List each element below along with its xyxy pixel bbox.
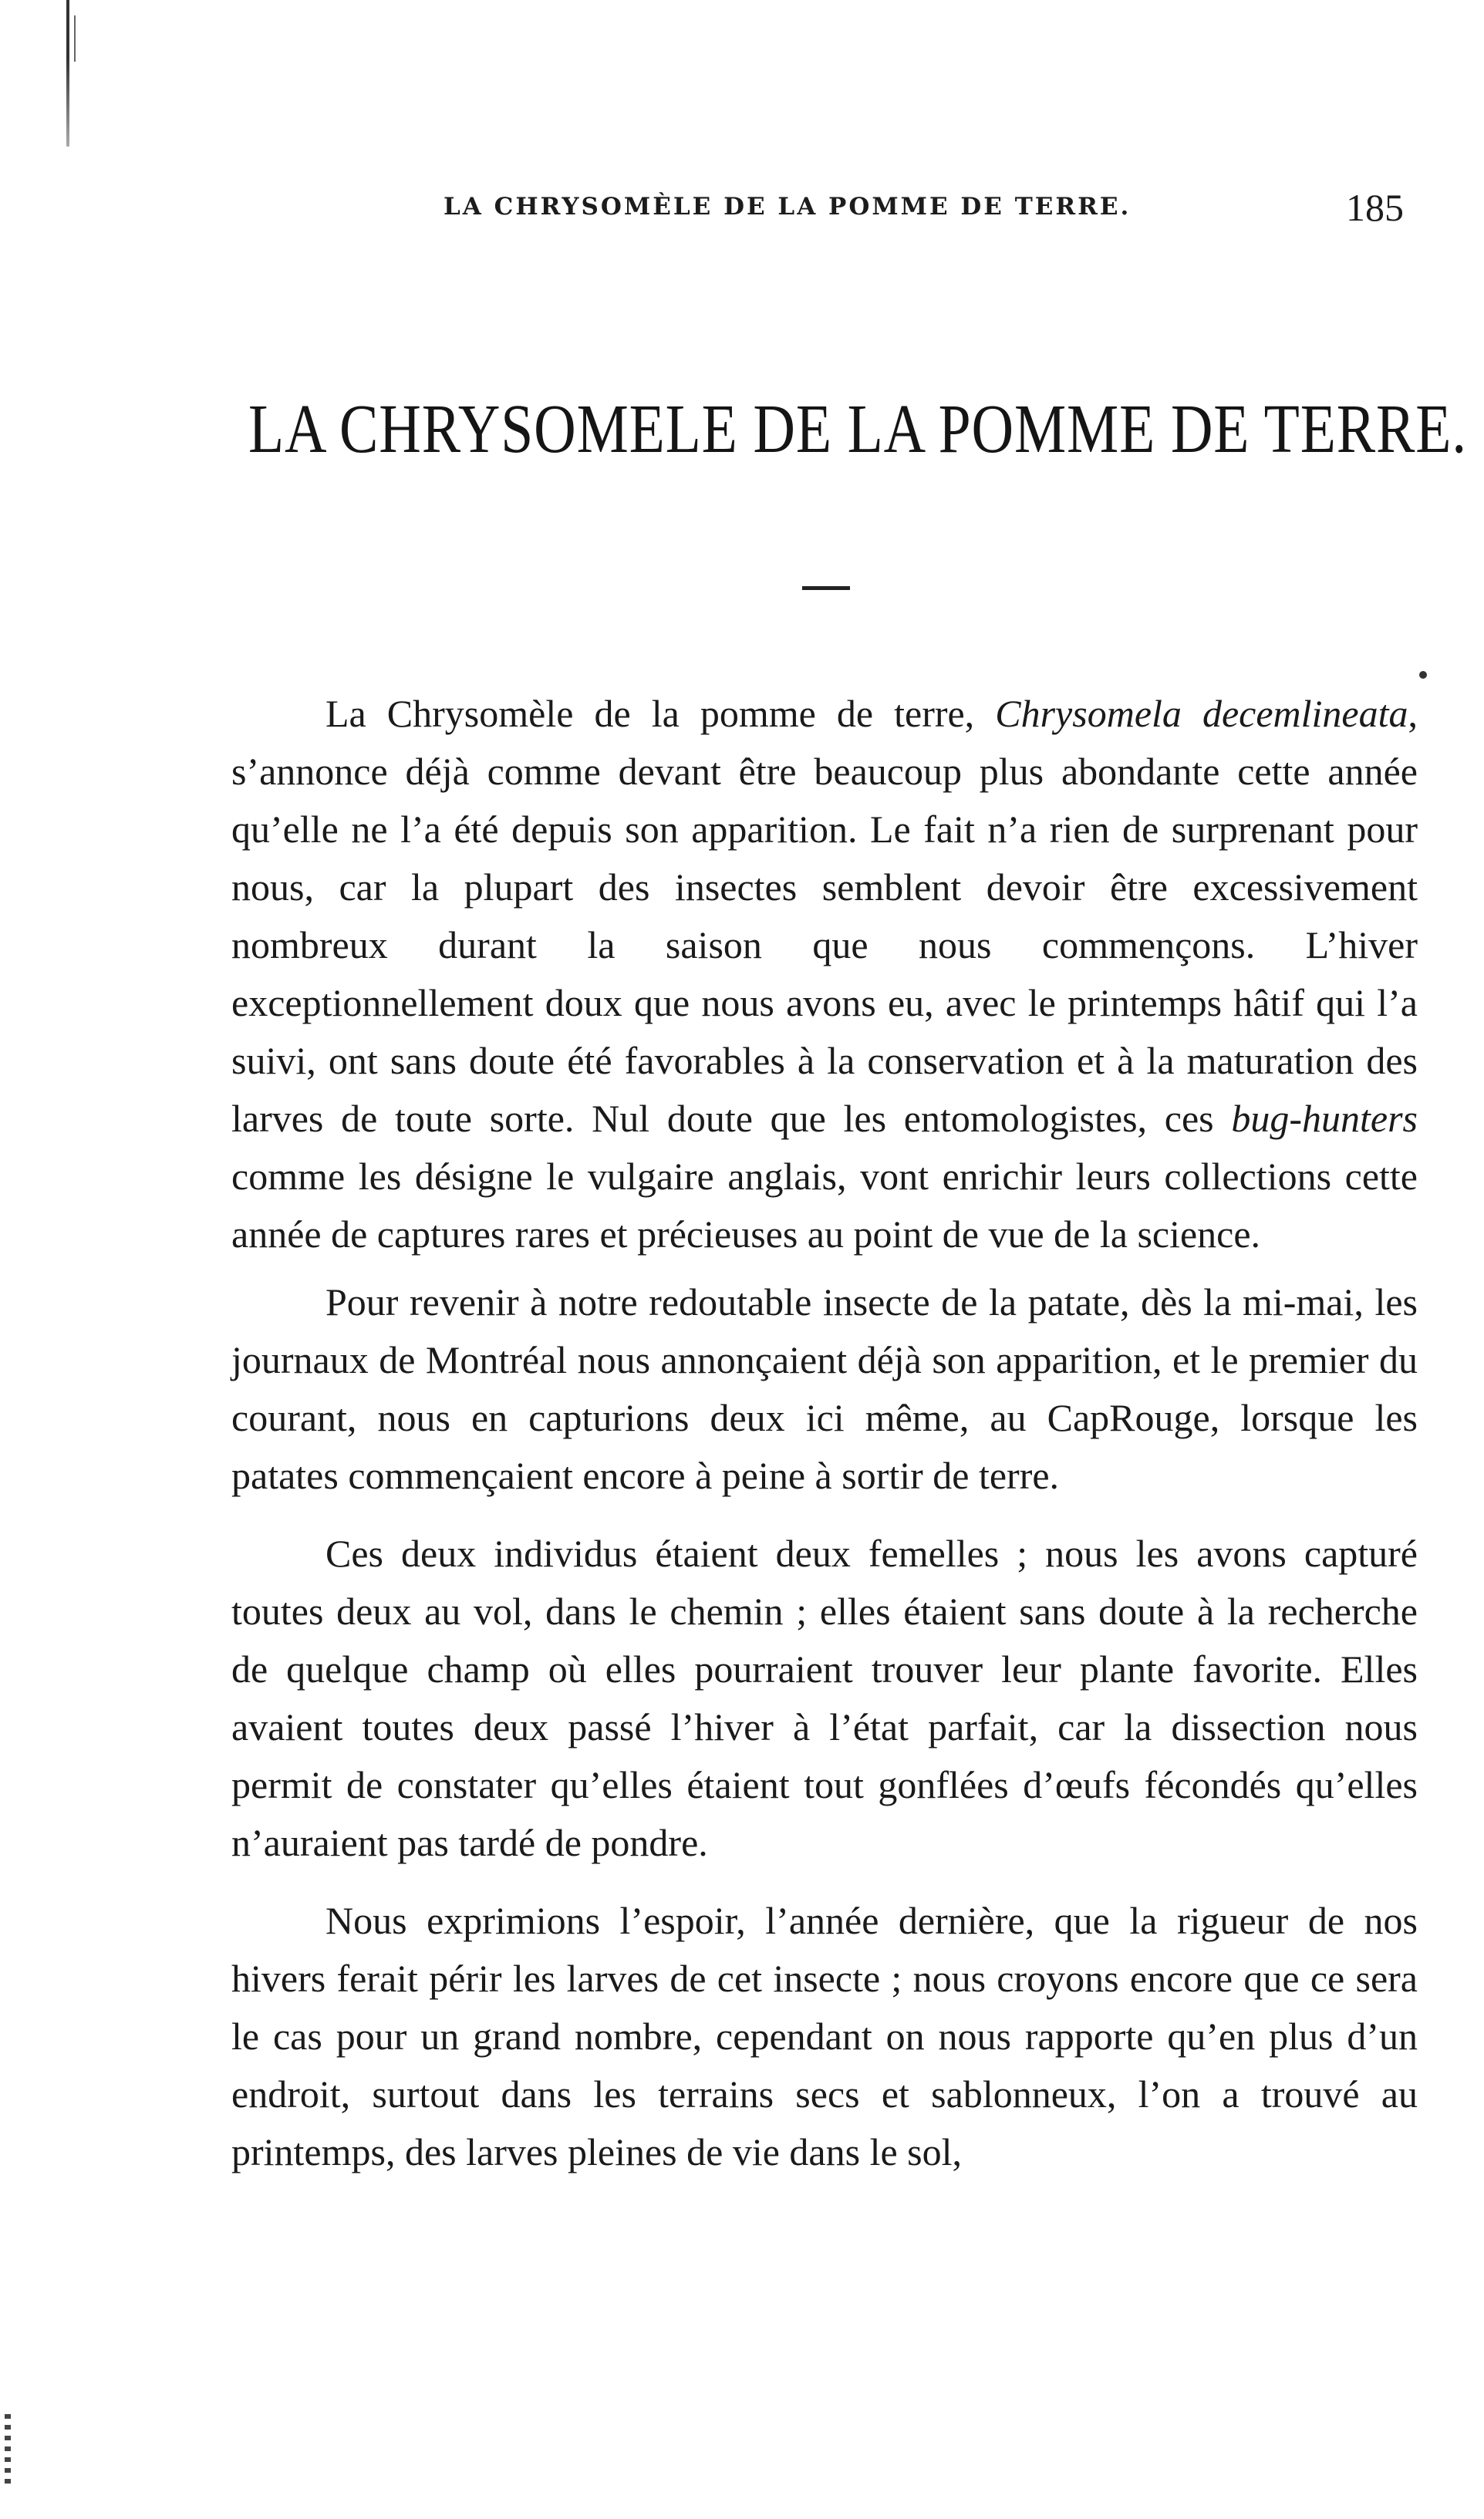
ink-speck — [1419, 671, 1427, 679]
scan-edge-mark — [5, 2414, 11, 2484]
paragraph — [231, 1892, 1418, 2181]
scan-edge-mark — [74, 15, 76, 62]
text-run-italic: Chrysomela decemlineata — [995, 692, 1408, 735]
page-number: 185 — [1346, 186, 1404, 229]
text-run: Pour revenir à notre redoutable insecte de la patate, dès la mi-mai, les journaux de Montréal nous annonçaient déjà son apparition, et le premier du courant, nous en capturions deux ici même, au CapRouge, lorsque les patates commençaient encore à peine à sortir de terre. — [231, 1280, 1418, 1497]
scan-edge-mark — [66, 0, 69, 147]
chapter-title: LA CHRYSOMELE DE LA POMME DE TERRE. — [248, 391, 1468, 467]
text-run: Nous exprimions l’espoir, l’année dernière, que la rigueur de nos hivers ferait périr les larves de cet insecte ; nous croyons encore que ce sera le cas pour un grand nombre, cependant on nous rapporte qu’en plus d’un endroit, surtout dans les terrains secs et sablonneux, l’on a trouvé au printemps, des larves pleines de vie dans le sol, — [231, 1899, 1418, 2173]
title-rule — [802, 586, 850, 590]
text-run: , s’annonce déjà comme devant être beaucoup plus abondante cette année qu’elle ne l’a été depuis son apparition. Le fait n’a rien de surprenant pour nous, car la plupart des insectes semblent devoir être excessivement nombreux durant la saison que nous commençons. L’hiver exceptionnellement doux que nous avons eu, avec le printemps hâtif qui l’a suivi, ont sans doute été favorables à la conservation et à la maturation des larves de toute sorte. Nul doute que les entomologistes, ces — [231, 692, 1418, 1140]
running-head: LA CHRYSOMÈLE DE LA POMME DE TERRE. — [444, 193, 1132, 221]
paragraph — [231, 685, 1418, 1263]
text-run: comme les désigne le vulgaire anglais, vont enrichir leurs collections cette année de captures rares et précieuses au point de vue de la science. — [231, 1155, 1418, 1256]
text-run: Ces deux individus étaient deux femelles ; nous les avons capturé toutes deux au vol, dans le chemin ; elles étaient sans doute à la recherche de quelque champ où elles pourraient trouver leur plante favorite. Elles avaient toutes deux passé l’hiver à l’état parfait, car la dissection nous permit de constater qu’elles étaient tout gonflées d’œufs fécondés qu’elles n’auraient pas tardé de pondre. — [231, 1532, 1418, 1864]
body-text — [231, 685, 1418, 2181]
text-run-italic: bug-hunters — [1231, 1097, 1418, 1140]
text-run: La Chrysomèle de la pomme de terre, — [325, 692, 996, 735]
paragraph — [231, 1273, 1418, 1505]
paragraph — [231, 1525, 1418, 1872]
